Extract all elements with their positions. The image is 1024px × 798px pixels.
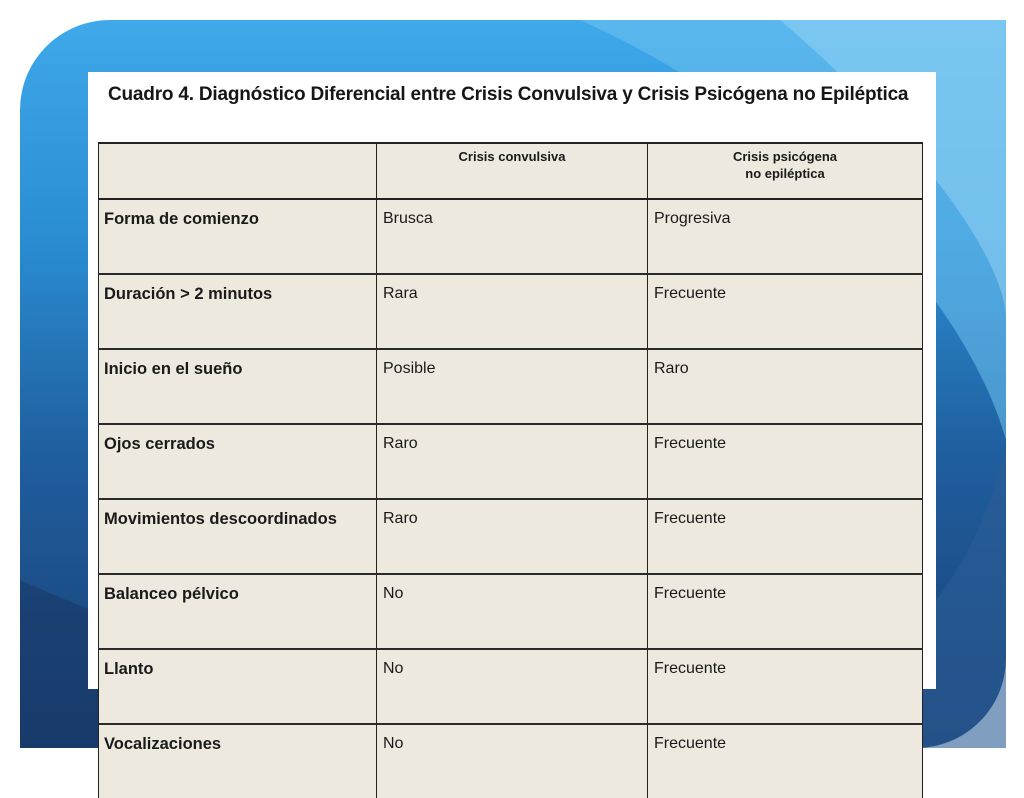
header-crisis-convulsiva: Crisis convulsiva	[377, 143, 648, 199]
header-blank	[99, 143, 377, 199]
header-crisis-psicogena	[648, 143, 923, 199]
differential-diagnosis-table	[98, 142, 923, 798]
document-title: Cuadro 4. Diagnóstico Diferencial entre Crisis Convulsiva y Crisis Psicógena no Epiléptica	[108, 84, 909, 105]
cell-convulsiva: No	[377, 724, 648, 798]
table-header-row	[99, 143, 923, 199]
cell-psicogena: Progresiva	[648, 199, 923, 274]
table-row	[99, 349, 923, 424]
row-label: Ojos cerrados	[99, 424, 377, 499]
table-row	[99, 724, 923, 798]
document-panel	[88, 72, 936, 753]
row-label: Balanceo pélvico	[99, 574, 377, 649]
table-row	[99, 649, 923, 724]
row-label: Inicio en el sueño	[99, 349, 377, 424]
cell-psicogena: Frecuente	[648, 724, 923, 798]
cell-psicogena: Frecuente	[648, 649, 923, 724]
cell-psicogena: Raro	[648, 349, 923, 424]
row-label: Forma de comienzo	[99, 199, 377, 274]
table-row	[99, 574, 923, 649]
cell-psicogena: Frecuente	[648, 499, 923, 574]
cell-psicogena: Frecuente	[648, 424, 923, 499]
table-row	[99, 499, 923, 574]
header-psicogena-line2: no epiléptica	[745, 166, 825, 181]
table-row	[99, 274, 923, 349]
table-row	[99, 199, 923, 274]
cell-convulsiva: Rara	[377, 274, 648, 349]
cell-convulsiva: Raro	[377, 499, 648, 574]
row-label: Duración > 2 minutos	[99, 274, 377, 349]
cell-convulsiva: Posible	[377, 349, 648, 424]
cell-convulsiva: No	[377, 649, 648, 724]
cell-convulsiva: Brusca	[377, 199, 648, 274]
cell-convulsiva: Raro	[377, 424, 648, 499]
cell-psicogena: Frecuente	[648, 574, 923, 649]
cell-convulsiva: No	[377, 574, 648, 649]
row-label: Llanto	[99, 649, 377, 724]
header-psicogena-line1: Crisis psicógena	[732, 149, 838, 164]
cell-psicogena: Frecuente	[648, 274, 923, 349]
row-label: Vocalizaciones	[99, 724, 377, 798]
row-label: Movimientos descoordinados	[99, 499, 377, 574]
table-row	[99, 424, 923, 499]
